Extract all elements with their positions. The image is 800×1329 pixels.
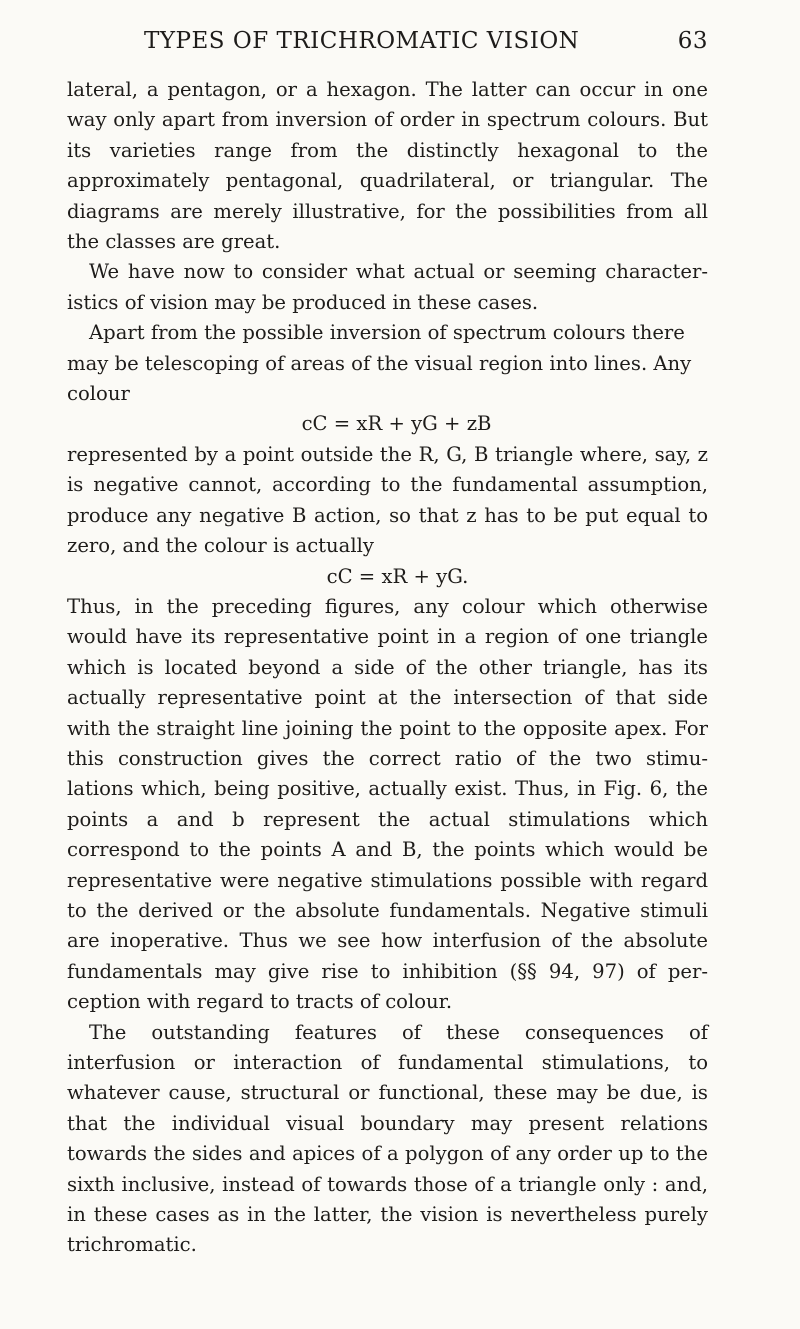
paragraph-5: Thus, in the preceding figures, any colour which otherwise would have its representative point in a region of one triangle which is located beyond a side of the other triangle, has its actually representative point at the intersection of that side with the straight line joining the point to the opposite apex. For this construction gives the correct ratio of the two stimu- lations which, being positive, actually exist. Thus, in Fig. 6, the points a and b represent the actual stimulations which correspond to the points A and B, the points which would be representative were negative stimulations possible with regard to the derived or the absolute fundamentals. Negative stimuli are inoperative. Thus we see how interfusion of the absolute fundamentals may give rise to inhibition (§§ 94, 97) of per- ception with regard to tracts of colour.	[67, 594, 708, 1014]
paragraph-2: We have now to consider what actual or seeming character- istics of vision may be produced in these cases.	[67, 260, 708, 314]
page-number: 63	[677, 28, 708, 54]
body-text	[67, 75, 708, 1261]
running-head-title: TYPES OF TRICHROMATIC VISION	[144, 28, 580, 54]
equation-2: cC = xR + yG.	[326, 564, 469, 588]
equation-1: cC = xR + yG + zB	[301, 412, 492, 436]
running-head	[67, 28, 708, 62]
book-page	[67, 28, 708, 1261]
paragraph-3: Apart from the possible inversion of spectrum colours there may be telescoping of areas of the visual region into lines. Any colour	[67, 321, 692, 406]
paragraph-6: The outstanding features of these consequences of interfusion or interaction of fundamental stimulations, to whatever cause, structural or functional, these may be due, is that the individual visual boundary may present relations towards the sides and apices of a polygon of any order up to the sixth inclusive, instead of towards those of a triangle only : and, in these cases as in the latter, the vision is nevertheless purely trichromatic.	[67, 1020, 708, 1257]
paragraph-4: represented by a point outside the R, G, B triangle where, say, z is negative cannot, according to the fundamental assumption, produce any negative B action, so that z has to be put equal to zero, and the colour is actually	[67, 442, 708, 558]
paragraph-1: lateral, a pentagon, or a hexagon. The latter can occur in one way only apart from inversion of order in spectrum colours. But its varieties range from the distinctly hexagonal to the approximately pentagonal, quadrilateral, or triangular. The diagrams are merely illustrative, for the possibilities from all the classes are great.	[67, 78, 708, 254]
